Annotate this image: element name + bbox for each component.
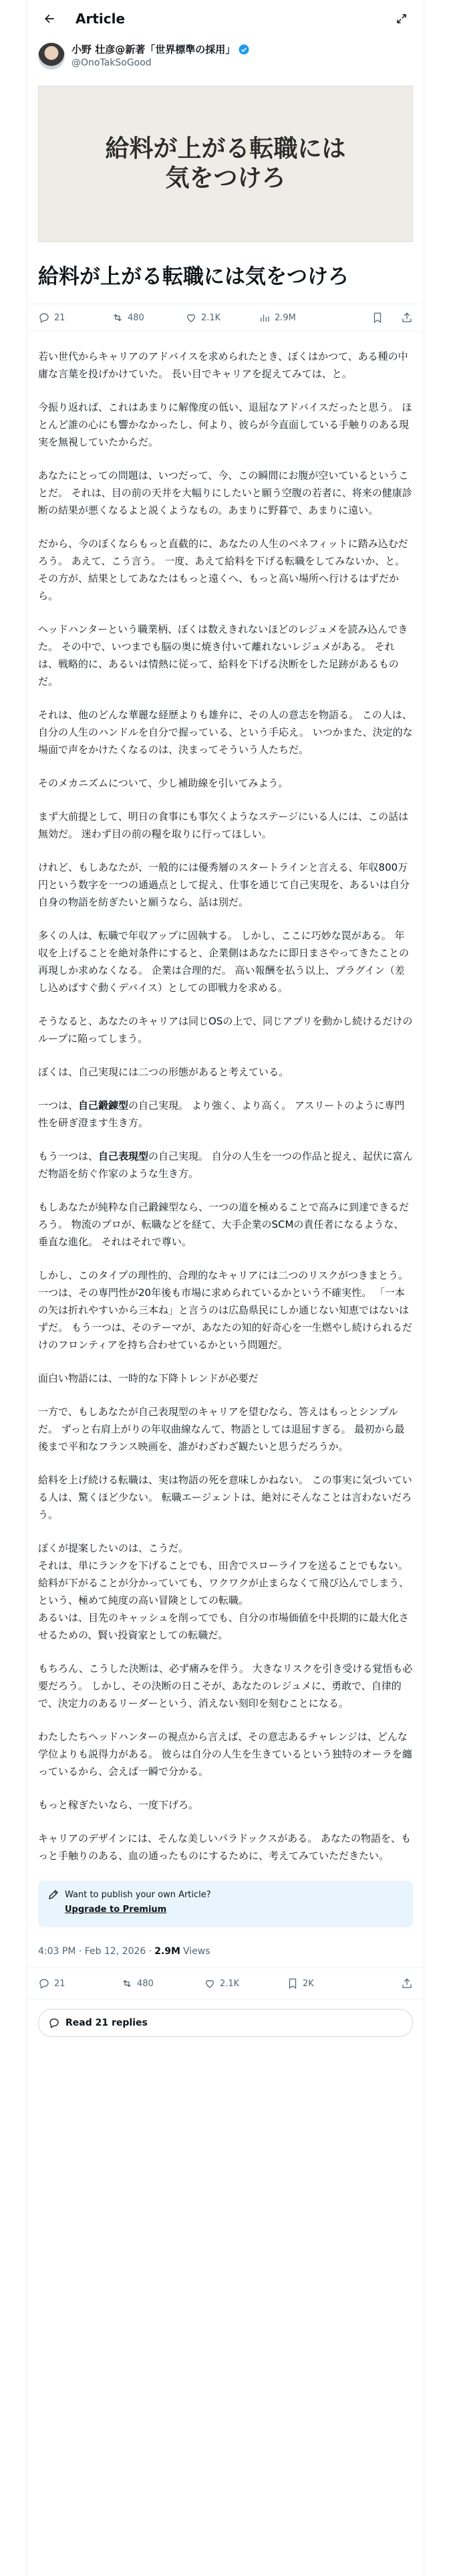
- like-button[interactable]: [185, 312, 259, 324]
- heart-icon: [185, 312, 197, 324]
- views-chart-icon: [259, 312, 271, 324]
- repost-icon: [121, 1977, 133, 1990]
- article-paragraph: もしあなたが純粋な自己鍛錬型なら、一つの道を極めることで高みに到達できるだろう。 物流のプロが、転職などを経て、大手企業のSCMの責任者になるような、垂直な進化。 それはそれで尊い。: [38, 1201, 410, 1248]
- bookmark-icon[interactable]: [371, 312, 384, 324]
- article-paragraph: それは、他のどんな華麗な経歴よりも雄弁に、その人の意志を物語る。 この人は、自分の人生のハンドルを自分で握っている、という手応え。 いつかまた、決定的な場面で声をかけたくなるのは、決まってそういう人たちだ。: [38, 709, 413, 756]
- article-paragraph: ぼくは、自己実現には二つの形態があると考えている。: [38, 1066, 289, 1078]
- views-count: 2.9M: [275, 312, 296, 323]
- footer-repost-button[interactable]: [121, 1977, 204, 1990]
- back-arrow-icon[interactable]: [38, 7, 61, 30]
- post-meta: [27, 1941, 424, 1962]
- verified-badge-icon: [238, 43, 250, 56]
- upgrade-premium-link[interactable]: Upgrade to Premium: [65, 1905, 167, 1915]
- article-paragraph: 給料を上げ続ける転職は、実は物語の死を意味しかねない。 この事実に気づいている人は、驚くほど少ない。 転職エージェントは、絶対にそんなことは言わないだろう。: [38, 1474, 412, 1521]
- reply-button[interactable]: [38, 312, 112, 324]
- article-paragraph: 一方で、もしあなたが自己表現型のキャリアを望むなら、答えはもっとシンプルだ。 ずっと右肩上がりの年収曲線なんて、物語としては退屈すぎる。 最初から最後まで平和なフランス映画を、誰がわざわざ観たいと思うだろうか。: [38, 1406, 405, 1453]
- like-count: 2.1K: [201, 312, 221, 323]
- article-column: [27, 0, 424, 2037]
- article-stats-bar: [27, 304, 424, 332]
- article-paragraph: けれど、もしあなたが、一般的には優秀層のスタートラインと言える、年収800万円という数字を一つの通過点として捉え、仕事を通じて自己実現を、あるいは自分自身の物語を紡ぎたいと願うなら、話は別だ。: [38, 861, 410, 908]
- emphasis-text: 自己表現型: [98, 1150, 149, 1162]
- article-paragraph: しかし、このタイプの理性的、合理的なキャリアには二つのリスクがつきまとう。 一つは、その専門性が20年後も市場に求められているかという不確実性。 「一本の矢は折れやすいから三本ね」と言うのは広島県民にしか通じない知恵ではないはずだ。 もう一つは、そのテーマが、あなたの知的好奇心を一生燃やし続けられるだけのフロンティアを持ち合わせているかという問題だ。: [38, 1269, 412, 1351]
- share-icon[interactable]: [401, 312, 413, 324]
- article-paragraph: 一つは、自己鍛錬型の自己実現。 より強く、より高く。 アスリートのように専門性を研ぎ澄ます生き方。: [38, 1099, 405, 1129]
- reply-bubble-icon: [48, 2017, 60, 2029]
- footer-reply-count: 21: [54, 1978, 65, 1989]
- emphasis-text: 自己鍛錬型: [78, 1099, 129, 1111]
- author-row[interactable]: [27, 37, 424, 72]
- read-replies-label: Read 21 replies: [65, 2018, 148, 2028]
- article-paragraph: もう一つは、自己表現型の自己実現。 自分の人生を一つの作品と捉え、起伏に富んだ物語を紡ぐ作家のような生き方。: [38, 1150, 413, 1180]
- post-views-count: 2.9M: [154, 1946, 180, 1957]
- article-paragraph: あなたにとっての問題は、いつだって、今、この瞬間にお腹が空いているということだ。 それは、目の前の天井を大幅りにしたいと願う空腹の若者に、将来の健康診断の結果が悪くなるよと説くようなもの。あまりに野暮で、あまりに遠い。: [38, 469, 412, 516]
- promo-text: Want to publish your own Article?: [65, 1889, 211, 1900]
- expand-icon[interactable]: [390, 7, 413, 30]
- article-paragraph: わたしたちヘッドハンターの視点から言えば、その意志あるチャレンジは、どんな学位よりも説得力がある。 彼らは自分の人生を生きているという独特のオーラを纏っているから、会えば一瞬で分かる。: [38, 1731, 412, 1778]
- pen-icon: [47, 1889, 59, 1901]
- repost-button[interactable]: [112, 312, 185, 324]
- article-paragraph: 面白い物語には、一時的な下降トレンドが必要だ: [38, 1372, 259, 1384]
- footer-bookmark-button[interactable]: [287, 1977, 369, 1990]
- bookmark-icon: [287, 1977, 299, 1990]
- article-paragraph: キャリアのデザインには、そんな美しいパラドックスがある。 あなたの物語を、もっと手触りのある、血の通ったものにするために、考えてみていただきたい。: [38, 1832, 411, 1862]
- author-name[interactable]: 小野 壮彦@新著「世界標準の採用」: [71, 43, 236, 56]
- article-paragraph: 多くの人は、転職で年収アップに固執する。 しかし、ここに巧妙な罠がある。 年収を上げることを絶対条件にすると、企業側はあなたに即日まさやってきたことの再現しか求めなくなる。 企業は合理的だ。 高い報酬を払う以上、プラグイン（差し込めばすぐ動くデバイス）としての即戦力を求める。: [38, 930, 410, 994]
- share-icon[interactable]: [401, 1977, 413, 1990]
- heart-icon: [204, 1977, 216, 1990]
- article-paragraph: だから、今のぼくならもっと直截的に、あなたの人生のベネフィットに踏み込むだろう。 あえて、こう言う。 一度、あえて給料を下げる転職をしてみないか、と。 その方が、結果としてあなたはもっと遠くへ、もっと高い場所へ行けるはずだから。: [38, 538, 408, 602]
- article-paragraph: 今振り返れば、これはあまりに解像度の低い、退屈なアドバイスだったと思う。 ほとんど誰の心にも響かなかったし、何より、彼らが今直面している手触りのある現実を無視していたからだ。: [38, 401, 412, 448]
- footer-repost-count: 480: [137, 1978, 154, 1989]
- article-paragraph: まず大前提として、明日の食事にも事欠くようなステージにいる人には、この話は無効だ。 迷わず目の前の糧を取りに行ってほしい。: [38, 811, 409, 840]
- post-timestamp[interactable]: 4:03 PM · Feb 12, 2026 ·: [38, 1946, 152, 1957]
- post-views-label: Views: [182, 1946, 210, 1957]
- footer-share: [401, 1977, 413, 1990]
- cover-image-text: 給料が上がる転職には 気をつけろ: [105, 135, 346, 192]
- repost-count: 480: [128, 312, 144, 323]
- footer-reply-button[interactable]: [38, 1977, 121, 1990]
- page-title: Article: [76, 11, 126, 27]
- author-meta: [71, 43, 250, 70]
- repost-icon: [112, 312, 124, 324]
- views-stat[interactable]: [259, 312, 332, 324]
- article-paragraph: ぼくが提案したいのは、こうだ。 それは、単にランクを下げることでも、田舎でスローライフを送ることでもない。 給料が下がることが分かっていても、ワクワクが止まらなくて飛び込んでしまう、という、極めて純度の高い冒険としての転職。 あるいは、目先のキャッシュを削ってでも、自分の市場価値を中長期的に最大化させるための、賢い投資家としての転職だ。: [38, 1542, 410, 1641]
- article-paragraph: 若い世代からキャリアのアドバイスを求められたとき、ぼくはかつて、ある種の中庸な言葉を投げかけていた。 長い目でキャリアを捉えてみては、と。: [38, 350, 408, 380]
- author-handle[interactable]: @OnoTakSoGood: [71, 58, 152, 68]
- premium-promo: [38, 1881, 413, 1927]
- article-paragraph: もっと稼ぎたいなら、一度下げろ。: [38, 1799, 199, 1811]
- author-name-row: [71, 43, 250, 56]
- reply-icon: [38, 312, 50, 324]
- post-actions-bar: [27, 1967, 424, 2000]
- article-body: [27, 348, 424, 1864]
- footer-like-button[interactable]: [204, 1977, 287, 1990]
- article-paragraph: ヘッドハンターという職業柄、ぼくは数えきれないほどのレジュメを読み込んできた。 その中で、いつまでも脳の奥に焼き付いて離れないレジュメがある。 それは、戦略的に、あるいは情熱に従って、給料を下げる決断をした足跡があるものだ。: [38, 623, 408, 687]
- stats-right-actions: [371, 312, 413, 324]
- read-replies-button[interactable]: [38, 2009, 413, 2037]
- footer-like-count: 2.1K: [220, 1978, 240, 1989]
- article-paragraph: そうなると、あなたのキャリアは同じOSの上で、同じアプリを動かし続けるだけのループに陥ってしまう。: [38, 1015, 413, 1045]
- article-paragraph: もちろん、こうした決断は、必ず痛みを伴う。 大きなリスクを引き受ける覚悟も必要だろう。 しかし、その決断の日こそが、あなたのレジュメに、勇敢で、自律的で、決定力のあるリーダーという、消えない刻印を刻むことになる。: [38, 1662, 413, 1709]
- avatar[interactable]: [38, 43, 65, 70]
- reply-icon: [38, 1977, 50, 1990]
- cover-image[interactable]: [38, 86, 413, 242]
- promo-row: [47, 1889, 404, 1901]
- footer-bookmark-count: 2K: [303, 1978, 314, 1989]
- article-title: 給料が上がる転職には気をつけろ: [38, 265, 349, 289]
- top-bar: [27, 0, 424, 37]
- article-paragraph: そのメカニズムについて、少し補助線を引いてみよう。: [38, 777, 289, 789]
- reply-count: 21: [54, 312, 65, 323]
